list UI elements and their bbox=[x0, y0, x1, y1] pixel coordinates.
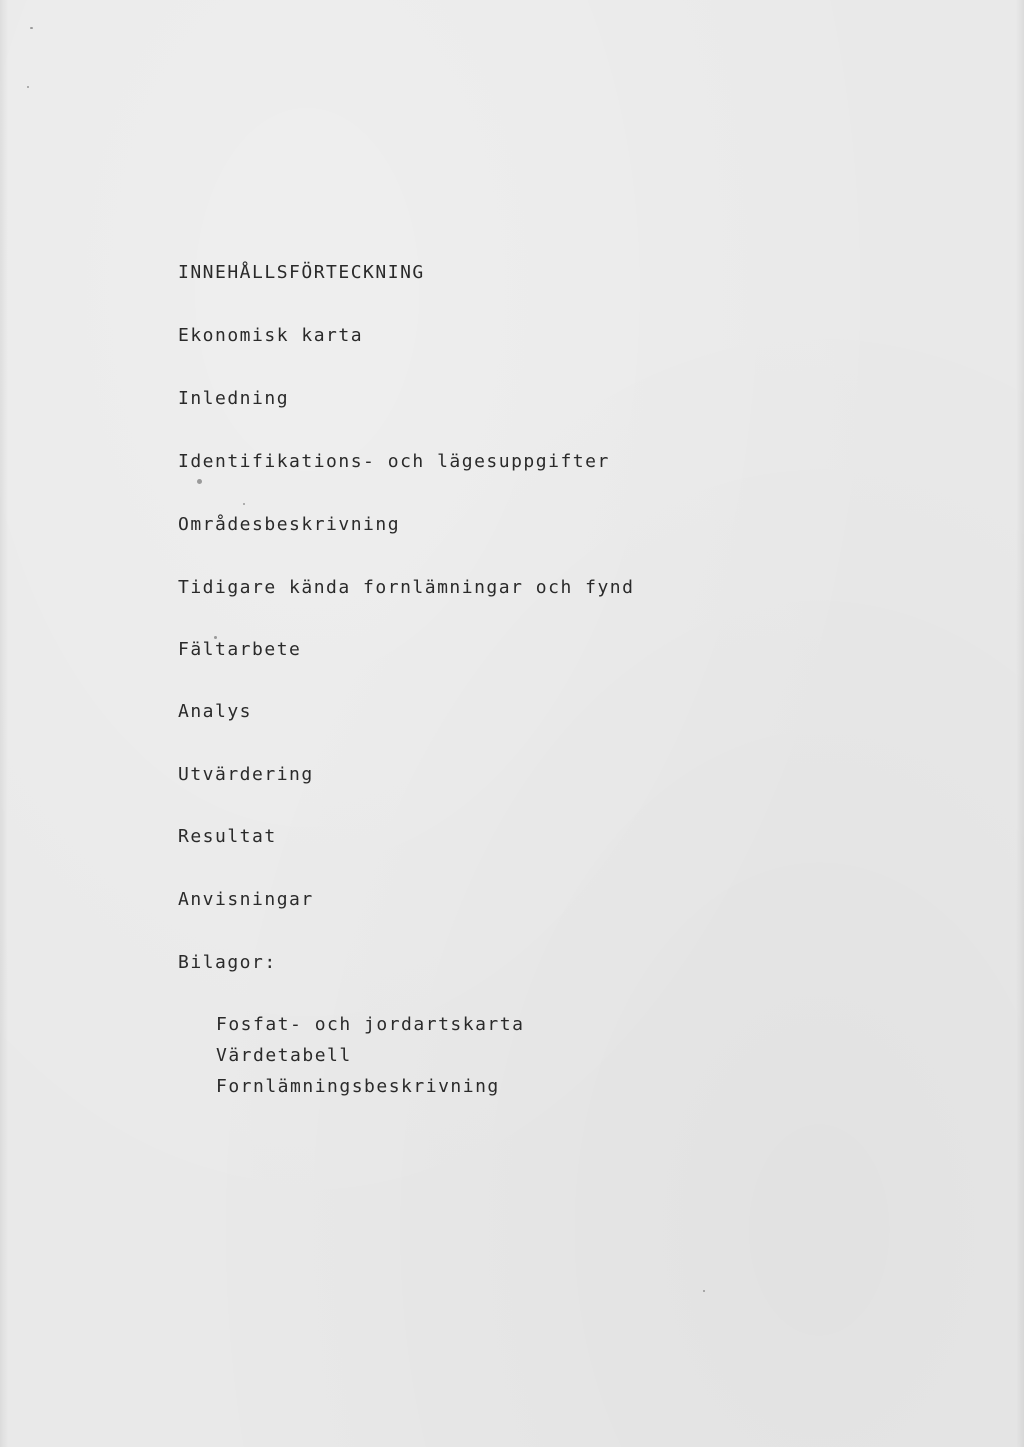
attachment-fosfatkarta: Fosfat- och jordartskarta bbox=[216, 1014, 525, 1035]
toc-entry-faltarbete: Fältarbete bbox=[178, 639, 302, 660]
scan-speck bbox=[703, 1290, 705, 1292]
toc-entry-bilagor: Bilagor: bbox=[178, 952, 277, 973]
toc-entry-anvisningar: Anvisningar bbox=[178, 889, 314, 910]
scan-speck bbox=[214, 636, 217, 639]
toc-entry-identifikationsuppgifter: Identifikations- och lägesuppgifter bbox=[178, 451, 610, 472]
toc-title: INNEHÅLLSFÖRTECKNING bbox=[178, 262, 425, 283]
toc-entry-inledning: Inledning bbox=[178, 388, 290, 409]
right-page-edge bbox=[1016, 0, 1024, 1447]
scan-speck bbox=[243, 503, 245, 505]
toc-entry-ekonomisk-karta: Ekonomisk karta bbox=[178, 325, 364, 346]
toc-entry-tidigare-fornlamningar: Tidigare kända fornlämningar och fynd bbox=[178, 577, 635, 598]
left-page-edge bbox=[0, 0, 8, 1447]
attachment-vardetabell: Värdetabell bbox=[216, 1045, 352, 1066]
scan-speck bbox=[30, 27, 33, 29]
scan-speck bbox=[27, 86, 29, 88]
toc-entry-omradesbeskrivning: Områdesbeskrivning bbox=[178, 514, 401, 535]
scan-speck bbox=[197, 479, 202, 484]
toc-entry-utvardering: Utvärdering bbox=[178, 764, 314, 785]
toc-entry-analys: Analys bbox=[178, 701, 253, 722]
attachment-fornlamningsbeskrivning: Fornlämningsbeskrivning bbox=[216, 1076, 500, 1097]
toc-entry-resultat: Resultat bbox=[178, 826, 277, 847]
